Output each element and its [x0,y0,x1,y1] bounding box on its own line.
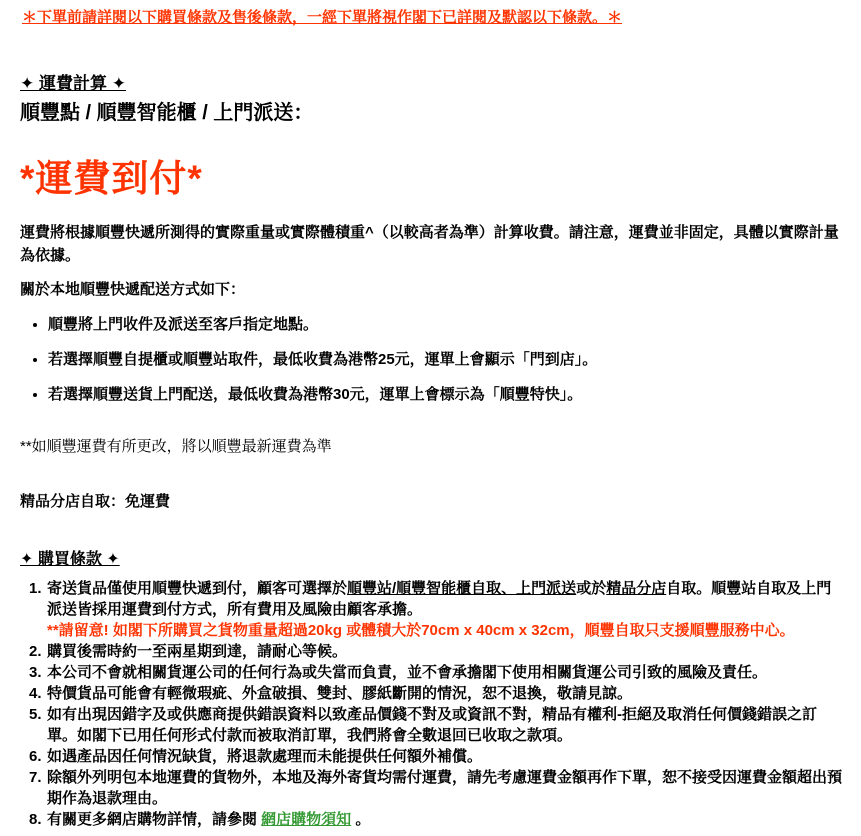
online-shopping-guide-link[interactable]: 網店購物須知 [261,811,352,828]
freight-collect-title: *運費到付* [20,158,203,199]
store-pickup-free-note: 精品分店自取：免運費 [20,493,171,510]
term-8-text-pre: 有關更多網店購物詳情，請參閱 [47,811,262,828]
list-item: • 順豐將上門收件及派送至客戶指定地點。 [48,315,845,334]
term-item-8 [47,809,845,830]
term-item-3: 本公司不會就相關貨運公司的任何行為或失當而負責，並不會承擔閣下使用相關貨運公司引致的風險及責任。 [47,664,768,681]
shipping-calculation-heading: ✦ 運費計算 ✦ [20,74,126,93]
term-item-1 [47,578,845,641]
term-8-text-post: 。 [351,811,371,828]
term-item-5: 如有出現因錯字及或供應商提供錯誤資料以致產品價錢不對及或資訊不對，精品有權利-拒絕及取消任何價錢錯誤之訂單。如閣下已用任何形式付款而被取消訂單，我們將會全數退回已收取之款項。 [47,706,818,744]
purchase-terms-list [20,578,845,830]
term-item-7: 除額外列明包本地運費的貨物外，本地及海外寄貨均需付運費，請先考慮運費金額再作下單，恕不接受因運費金額超出預期作為退款理由。 [47,769,843,807]
delivery-methods-subheading: 順豐點 / 順豐智能櫃 / 上門派送： [20,102,314,124]
term-1-text-mid: 或於 [576,580,607,597]
local-delivery-intro: 關於本地順豐快遞配送方式如下： [20,281,246,298]
freight-calculation-intro: 運費將根據順豐快遞所測得的實際重量或實際體積重^（以較高者為準）計算收費。請注意，運費並非固定，具體以實際計量為依據。 [20,224,839,264]
term-1-text-pre: 寄送貨品僅使用順豐快遞到付，顧客可選擇於 [47,580,348,597]
top-purchase-notice: ＊下單前請詳閱以下購買條款及售後條款，一經下單將視作閣下已詳閱及默認以下條款。＊ [22,9,623,26]
list-item: • 若選擇順豐送貨上門配送，最低收費為港幣30元，運單上會標示為「順豐特快」。 [48,385,845,404]
delivery-options-list [20,315,845,404]
list-item: • 若選擇順豐自提櫃或順豐站取件，最低收費為港幣25元，運單上會顯示「門到店」。 [48,350,845,369]
term-item-4: 特價貨品可能會有輕微瑕疵、外盒破損、雙封、膠紙斷開的情況，恕不退換，敬請見諒。 [47,685,633,702]
term-item-6: 如遇產品因任何情況缺貨，將退款處理而未能提供任何額外補償。 [47,748,483,765]
term-1-text-post: 自取。順豐站自取及上門派送皆採用運費到付方式，所有費用及風險由顧客承擔。 [47,580,832,618]
term-1-size-weight-warning: **請留意! 如閣下所購買之貨物重量超過20kg 或體積大於70cm x 40cm x 32cm，順豐自取只支援順豐服務中心。 [47,622,795,639]
freight-update-note: **如順豐運費有所更改，將以順豐最新運費為準 [20,438,332,455]
term-item-2: 購買後需時約一至兩星期到達，請耐心等候。 [47,643,348,660]
term-1-underlined-pickup-options: 順豐站/順豐智能櫃自取、上門派送 [347,580,577,597]
purchase-terms-heading: ✦ 購買條款 ✦ [20,551,120,568]
term-1-underlined-boutique: 精品分店 [606,580,667,597]
